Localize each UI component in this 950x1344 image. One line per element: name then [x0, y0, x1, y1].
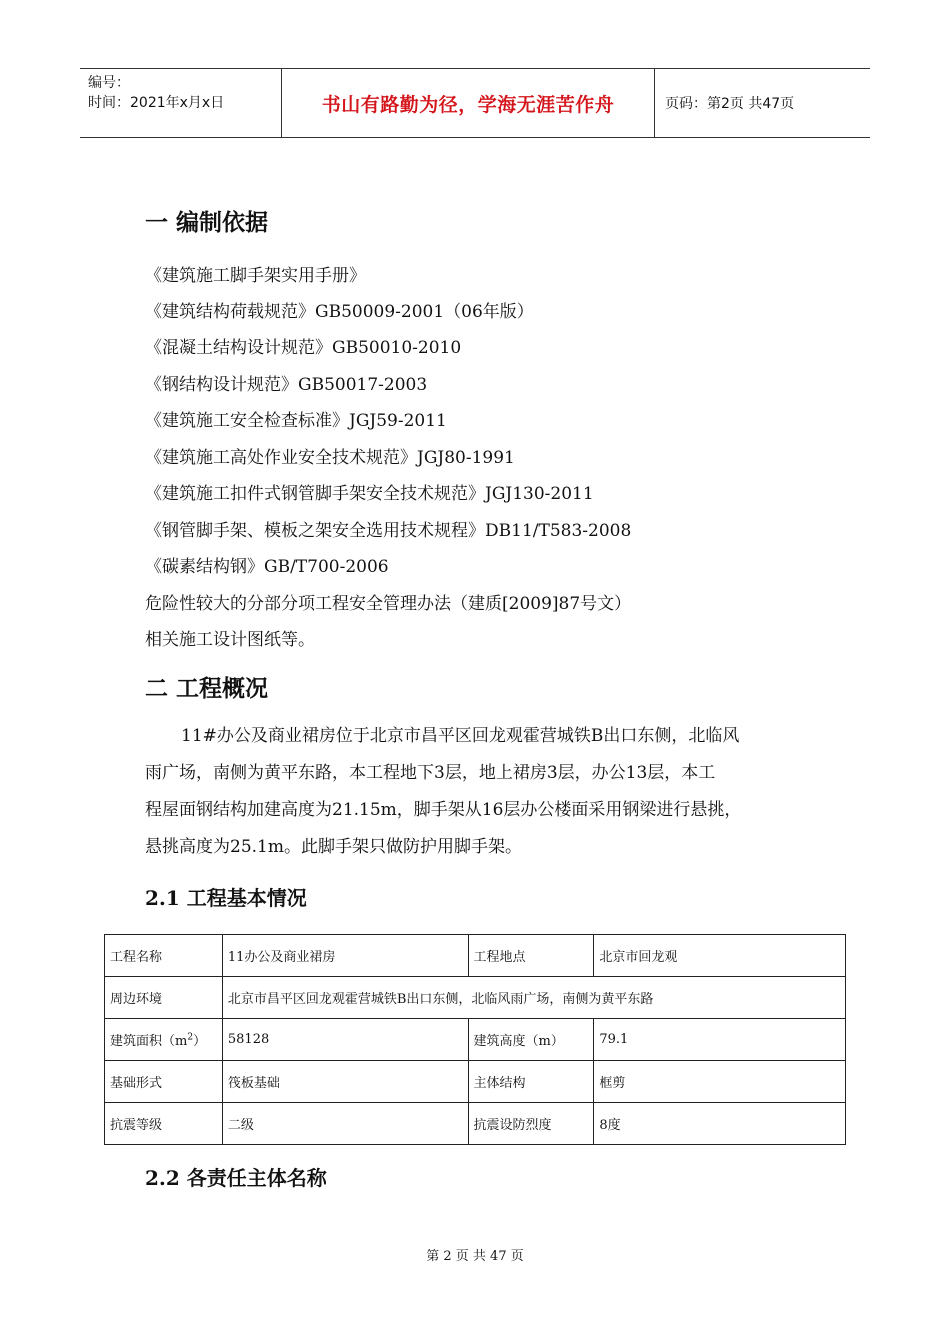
reference-item: 《建筑施工扣件式钢管脚手架安全技术规范》JGJ130-2011	[145, 484, 594, 504]
reference-item: 《碳素结构钢》GB/T700-2006	[145, 557, 389, 577]
table-row	[105, 977, 846, 1019]
table-cell: 79.1	[594, 1019, 846, 1061]
reference-item: 《建筑施工安全检查标准》JGJ59-2011	[145, 411, 447, 431]
area-unit-superscript: 2	[187, 1032, 194, 1043]
reference-item: 危险性较大的分部分项工程安全管理办法（建质[2009]87号文）	[145, 594, 632, 614]
table-cell: 58128	[222, 1019, 468, 1061]
reference-item: 《建筑施工脚手架实用手册》	[145, 266, 366, 286]
header-page-code: 页码：第2页 共47页	[665, 96, 795, 112]
area-label-end: ）	[193, 1034, 207, 1049]
table-row	[105, 1103, 846, 1145]
reference-item: 《混凝土结构设计规范》GB50010-2010	[145, 338, 462, 358]
table-cell: 北京市回龙观	[594, 935, 846, 977]
subsection-2-2-title: 2.2 各责任主体名称	[145, 1166, 327, 1190]
page-footer: 第 2 页 共 47 页	[426, 1249, 524, 1264]
table-cell: 二级	[222, 1103, 468, 1145]
table-cell: 周边环境	[105, 977, 223, 1019]
paragraph-line: 悬挑高度为25.1m。此脚手架只做防护用脚手架。	[145, 837, 522, 857]
section-1-title: 一 编制依据	[145, 210, 269, 236]
table-cell: 11办公及商业裙房	[222, 935, 468, 977]
paragraph-line: 11#办公及商业裙房位于北京市昌平区回龙观霍营城铁B出口东侧，北临风	[181, 726, 740, 746]
table-row	[105, 935, 846, 977]
reference-item: 《建筑施工高处作业安全技术规范》JGJ80-1991	[145, 448, 515, 468]
reference-item: 相关施工设计图纸等。	[145, 630, 315, 650]
page-header	[80, 68, 870, 138]
reference-item: 《钢结构设计规范》GB50017-2003	[145, 375, 428, 395]
header-number: 编号：	[88, 75, 130, 91]
reference-item: 《建筑结构荷载规范》GB50009-2001（06年版）	[145, 302, 534, 322]
table-cell: 建筑高度（m）	[468, 1019, 594, 1061]
table-cell: 北京市昌平区回龙观霍营城铁B出口东侧，北临风雨广场，南侧为黄平东路	[222, 977, 845, 1019]
project-info-table	[104, 934, 846, 1145]
table-cell: 基础形式	[105, 1061, 223, 1103]
table-cell: 工程名称	[105, 935, 223, 977]
area-label: 建筑面积（m	[110, 1034, 188, 1049]
table-row	[105, 1061, 846, 1103]
paragraph-line: 程屋面钢结构加建高度为21.15m，脚手架从16层办公楼面采用钢梁进行悬挑，	[145, 800, 742, 820]
project-overview-paragraph	[145, 718, 810, 866]
table-cell: 主体结构	[468, 1061, 594, 1103]
table-cell: 框剪	[594, 1061, 846, 1103]
reference-item: 《钢管脚手架、模板之架安全选用技术规程》DB11/T583-2008	[145, 521, 632, 541]
table-cell: 筏板基础	[222, 1061, 468, 1103]
table-cell: 8度	[594, 1103, 846, 1145]
table-cell	[105, 1019, 223, 1061]
table-row	[105, 1019, 846, 1061]
header-motto: 书山有路勤为径，学海无涯苦作舟	[282, 69, 655, 137]
section-2-title: 二 工程概况	[145, 676, 269, 702]
table-cell: 工程地点	[468, 935, 594, 977]
paragraph-line: 雨广场，南侧为黄平东路，本工程地下3层，地上裙房3层，办公13层，本工	[145, 763, 716, 783]
table-cell: 抗震等级	[105, 1103, 223, 1145]
header-time: 时间：2021年x月x日	[88, 95, 225, 111]
subsection-2-1-title: 2.1 工程基本情况	[145, 886, 307, 910]
header-meta	[80, 69, 282, 137]
table-cell: 抗震设防烈度	[468, 1103, 594, 1145]
